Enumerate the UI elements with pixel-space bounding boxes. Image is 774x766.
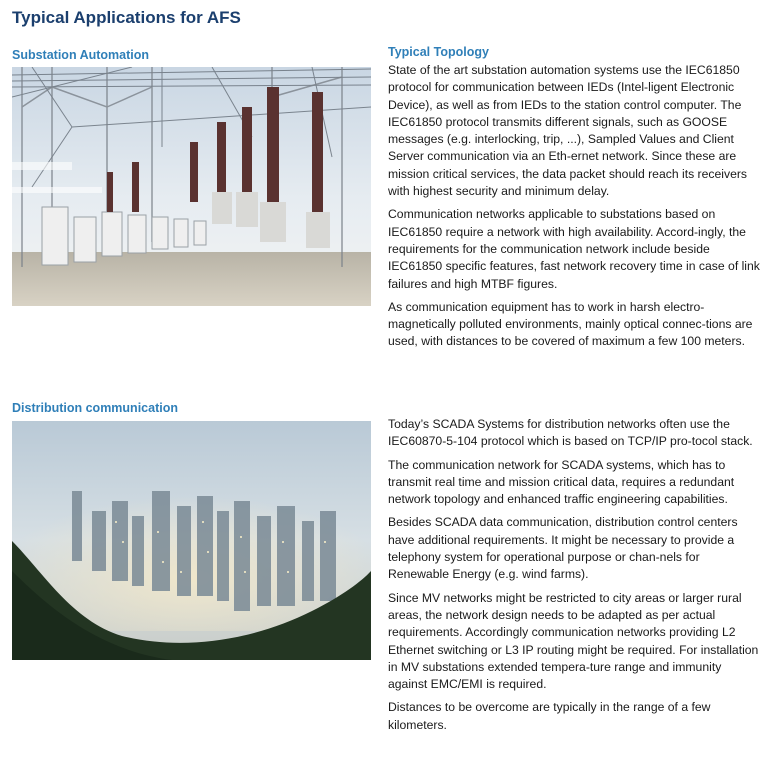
substation-switchyard-photo [12,67,371,306]
distribution-text [388,416,760,740]
substation-paragraph: State of the art substation automation systems use the IEC61850 protocol for communication between IEDs (Intel-ligent Electronic Device), as well as from IEDs to the station control computer. The IEC61850 protocol transmits different signals, such as GOOSE messages (e.g. interlocking, trip, ...), Sampled Values and Client Server communication via an Eth-ernet network. Since these are mission critical services, the data packet should reach its receivers with highest security and minimum delay. [388,63,748,199]
substation-text [388,45,760,357]
substation-photo [12,67,371,306]
distribution-paragraph: Since MV networks might be restricted to city areas or larger rural areas, the network design needs to be adapted as per actual requirements. Accordingly communication networks providing L2 Ethernet switching or L3 IP routing might be required. For installation in MV substations extended tempera-ture range and immunity against EMC/EMI is required. [388,590,759,692]
distribution-heading: Distribution communication [12,401,178,415]
distribution-paragraph: Distances to be overcome are typically in the range of a few kilometers. [388,700,711,732]
page-title: Typical Applications for AFS [12,8,241,27]
substation-heading: Substation Automation [12,48,150,62]
substation-paragraph: As communication equipment has to work in harsh electro-magnetically polluted environments, mainly optical connec-tions are used, with distances to be covered of maximum a few 100 meters. [388,299,753,349]
distribution-paragraph: The communication network for SCADA systems, which has to transmit real time and mission critical data, requires a redundant network topology and enhanced traffic engineering capabilities. [388,457,735,507]
distribution-paragraph: Today’s SCADA Systems for distribution networks often use the IEC60870-5-104 protocol which is based on TCP/IP pro-tocol stack. [388,417,753,449]
typical-topology-heading: Typical Topology [388,45,489,59]
substation-paragraph: Communication networks applicable to substations based on IEC61850 require a network with high availability. Accord-ingly, the requirements for the communication network include beside IEC61850 specific features, fast network recovery time in case of link failures and high MTBF figures. [388,207,760,291]
distribution-paragraph: Besides SCADA data communication, distribution control centers have additional requirements. It might be necessary to provide a telephony system for operational purpose or chan-nels for Renewable Energy (e.g. wind farms). [388,515,738,582]
distribution-photo [12,421,371,660]
city-skyline-photo [12,421,371,660]
